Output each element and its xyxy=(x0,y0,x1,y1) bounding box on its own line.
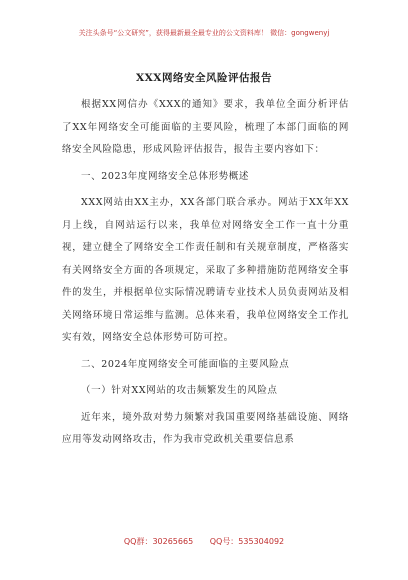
header-banner: 关注头条号“公文研究”，获得最新最全最专业的公文资料库！ 微信：gongwenyj xyxy=(78,29,330,37)
paragraph-intro: 根据XX网信办《XXX的通知》要求，我单位全面分析评估了XX年网络安全可能面临的主要风险，梳理了本部门面临的网络安全风险隐患，形成风险评估报告，报告主要内容如下： xyxy=(62,99,349,155)
subsection-heading-1: （一）针对XX网站的攻击频繁发生的风险点 xyxy=(81,385,278,396)
section-heading-1: 一、2023年度网络安全总体形势概述 xyxy=(81,170,249,182)
paragraph-overview: XXX网站由XX主办，XX各部门联合承办。网站于XX年XX月上线，自网站运行以来，我单位对网络安全工作一直十分重视，建立健全了网络安全工作责任制和有关规章制度，严格落实有关网络安全方面的各项规定，采取了多种措施防范网络安全事件的发生，并根据单位实际情况聘请专业技术人员负责网站及相关网络环境日常运维与监测。总体来看，我单位网络安全工作扎实有效，网络安全总体形势可防可控。 xyxy=(62,197,349,343)
document-body xyxy=(62,94,349,452)
document-title: XXX网络安全风险评估报告 xyxy=(136,72,272,84)
section-heading-2: 二、2024年度网络安全可能面临的主要风险点 xyxy=(81,358,290,370)
footer-qq: QQ号：535304092 xyxy=(209,537,285,546)
paragraph-risk-1: 近年来，境外敌对势力频繁对我国重要网络基础设施、网络应用等发动网络攻击，作为我市党政机关重要信息系 xyxy=(62,411,349,445)
footer-qq-group: QQ群：30265665 xyxy=(123,537,194,546)
footer-contact xyxy=(0,536,408,547)
